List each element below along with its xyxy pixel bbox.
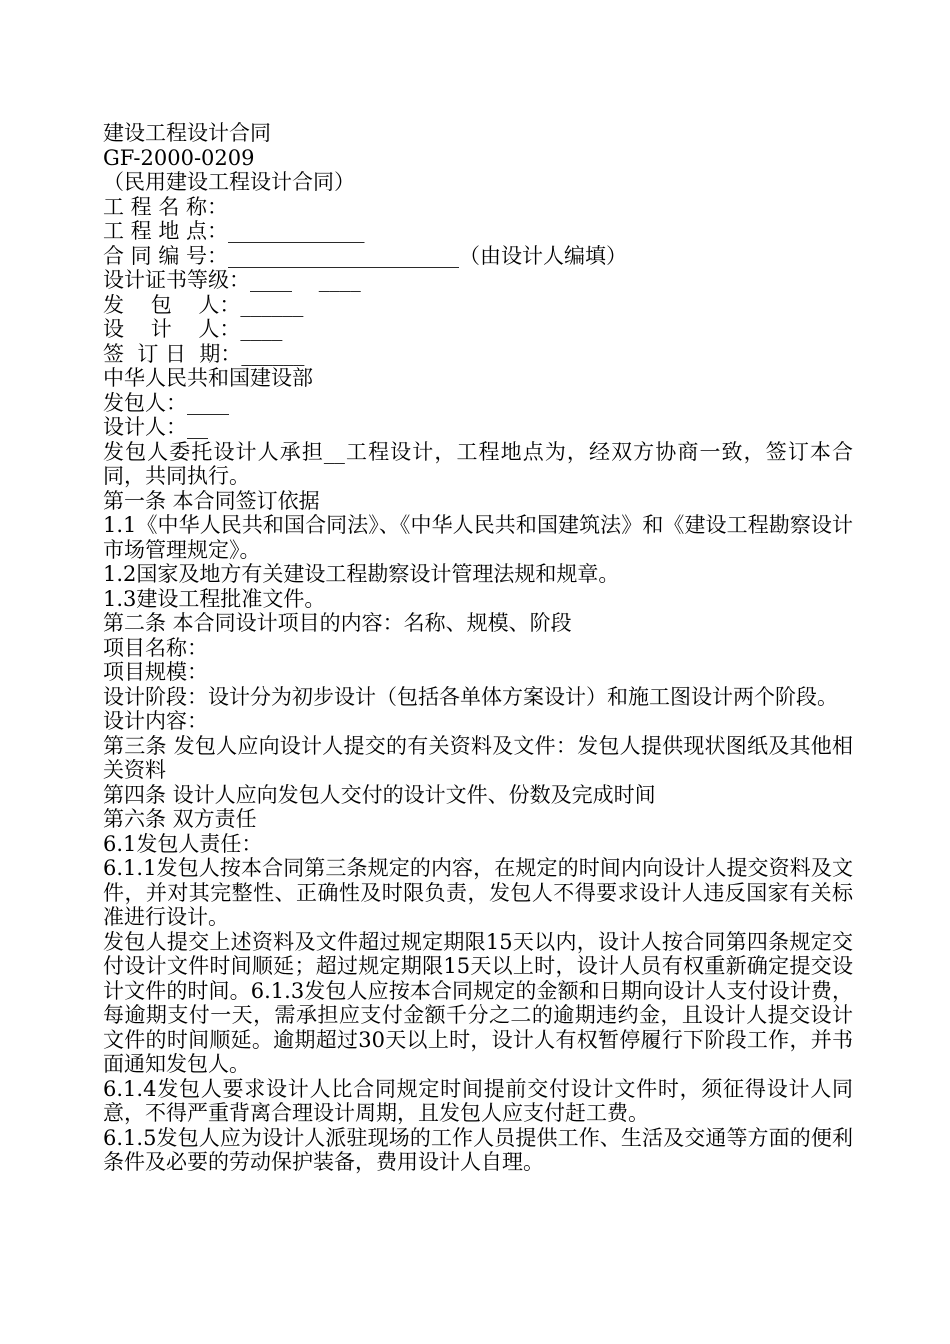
clause-6-1-1: 6.1.1发包人按本合同第三条规定的内容，在规定的时间内向设计人提交资料及文件，并对其完整性、正确性及时限负责，发包人不得要求设计人违反国家有关标准进行设计。 (103, 856, 853, 929)
field-project-location: 工 程 地 点：_____________ (103, 219, 365, 243)
project-scale: 项目规模： (103, 660, 208, 684)
article-2-heading: 第二条 本合同设计项目的内容：名称、规模、阶段 (103, 611, 572, 635)
field-designer: 设 计 人：____ (103, 317, 283, 341)
field-certificate-grade: 设计证书等级：____ ____ (103, 268, 361, 292)
party-employer: 发包人：____ (103, 390, 229, 415)
clause-1-3: 1.3建设工程批准文件。 (103, 586, 326, 611)
clause-6-1-4: 6.1.4发包人要求设计人比合同规定时间提前交付设计文件时，须征得设计人同意，不得严重背离合理设计周期，且发包人应支付赶工费。 (103, 1076, 853, 1125)
article-3: 第三条 发包人应向设计人提交的有关资料及文件：发包人提供现状图纸及其他相关资料 (103, 733, 853, 782)
article-4: 第四条 设计人应向发包人交付的设计文件、份数及完成时间 (103, 782, 656, 807)
document-title: 建设工程设计合同 (103, 121, 271, 145)
party-designer: 设计人：__ (103, 415, 208, 439)
paragraph-intro: 发包人委托设计人承担__工程设计，工程地点为，经双方协商一致，签订本合同，共同执行。 (103, 439, 853, 488)
article-1-heading: 第一条 本合同签订依据 (103, 488, 320, 513)
design-stage: 设计阶段：设计分为初步设计（包括各单体方案设计）和施工图设计两个阶段。 (103, 684, 838, 709)
field-employer: 发 包 人：______ (103, 292, 304, 317)
document-subtitle: （民用建设工程设计合同） (103, 170, 355, 194)
clause-1-2: 1.2国家及地方有关建设工程勘察设计管理法规和规章。 (103, 562, 620, 586)
field-project-name: 工 程 名 称： (103, 194, 229, 219)
issuer: 中华人民共和国建设部 (103, 366, 313, 390)
document-code: GF-2000-0209 (103, 145, 255, 170)
clause-1-1: 1.1《中华人民共和国合同法》、《中华人民共和国建筑法》和《建设工程勘察设计市场管理规定》。 (103, 513, 853, 562)
field-contract-number: 合 同 编 号：______________________（由设计人编填） (103, 243, 628, 268)
clause-6-1: 6.1发包人责任： (103, 831, 263, 856)
clause-6-1-2-3: 发包人提交上述资料及文件超过规定期限15天以内，设计人按合同第四条规定交付设计文件时间顺延；超过规定期限15天以上时，设计人员有权重新确定提交设计文件的时间。6.1.3发包人应按本合同规定的金额和日期向设计人支付设计费，每逾期支付一天，需承担应支付金额千分之二的逾期违约金，且设计人提交设计文件的时间顺延。逾期超过30天以上时，设计人有权暂停履行下阶段工作，并书面通知发包人。 (103, 929, 853, 1076)
design-content: 设计内容： (103, 709, 208, 733)
article-6-heading: 第六条 双方责任 (103, 807, 257, 831)
clause-6-1-5: 6.1.5发包人应为设计人派驻现场的工作人员提供工作、生活及交通等方面的便利条件及必要的劳动保护装备，费用设计人自理。 (103, 1125, 853, 1174)
contract-page (103, 121, 853, 1175)
project-name: 项目名称： (103, 635, 208, 660)
field-signing-date: 签 订 日 期：______ (103, 341, 305, 366)
